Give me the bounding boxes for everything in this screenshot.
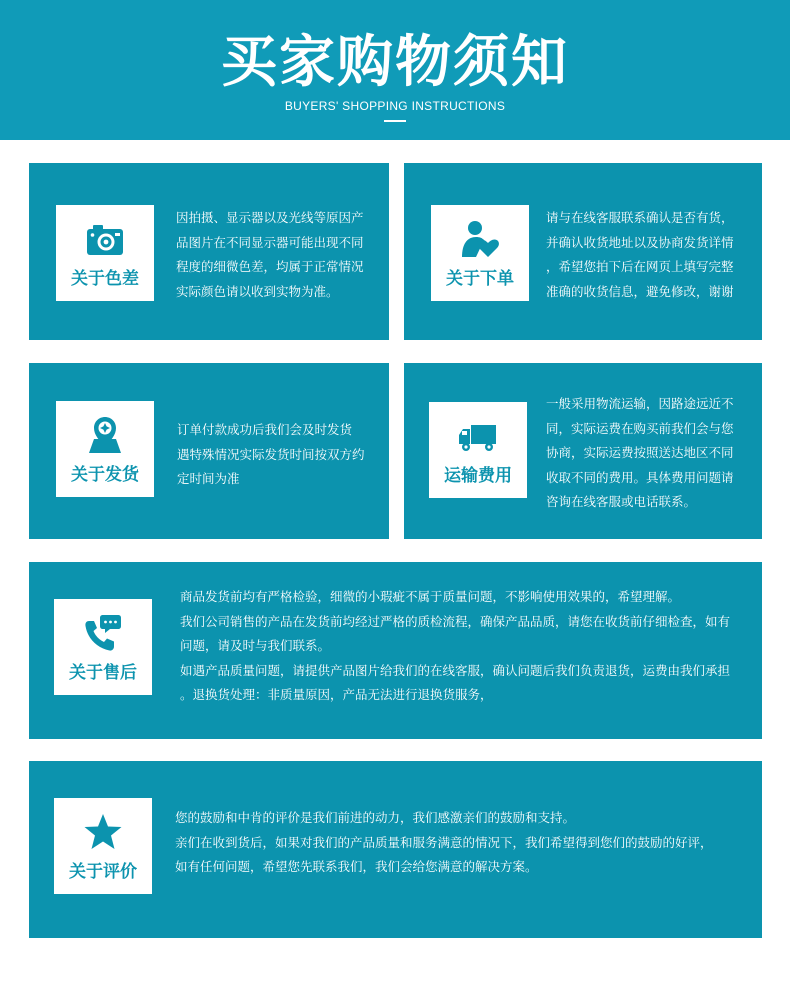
section-label-color: 关于色差 — [71, 269, 139, 289]
icon-box-aftersale — [54, 599, 152, 695]
star-icon — [83, 812, 123, 852]
text-line: 遇特殊情况实际发货时间按双方约 — [177, 446, 365, 462]
panel-shipping — [29, 363, 389, 539]
section-text-shipping — [177, 418, 382, 492]
text-line: 请与在线客服联系确认是否有货， — [546, 210, 734, 225]
text-line: 品图片在不同显示器可能出现不同 — [176, 234, 364, 250]
icon-box-color — [56, 205, 154, 301]
camera-icon — [85, 219, 125, 259]
truck-icon — [458, 416, 498, 456]
section-label-freight: 运输费用 — [444, 466, 512, 486]
panel-ordering — [404, 163, 762, 340]
text-line: 亲们在收到货后，如果对我们的产品质量和服务满意的情况下，我们希望得到您们的鼓励的好评， — [175, 834, 713, 850]
icon-box-review — [54, 798, 152, 894]
text-line: 如有任何问题，希望您先联系我们，我们会给您满意的解决方案。 — [175, 859, 538, 874]
text-line: ，希望您拍下后在网页上填写完整 — [546, 259, 734, 274]
section-label-order: 关于下单 — [446, 269, 514, 289]
page-subtitle: BUYERS' SHOPPING INSTRUCTIONS — [284, 99, 506, 113]
section-label-aftersale: 关于售后 — [69, 663, 137, 683]
panel-freight — [404, 363, 762, 539]
icon-box-order — [431, 205, 529, 301]
text-line: 我们公司销售的产品在发货前均经过严格的质检流程，确保产品品质，请您在收货前仔细检查，如有 — [180, 613, 731, 629]
section-text-order — [546, 206, 758, 304]
text-line: 订单付款成功后我们会及时发货 — [177, 422, 353, 437]
title-divider — [384, 120, 406, 122]
panel-reviews — [29, 761, 762, 938]
text-line: 一般采用物流运输，因路途远近不 — [546, 396, 734, 411]
user-heart-icon — [460, 219, 500, 259]
location-pin-icon — [85, 415, 125, 455]
text-line: 。退换货处理：非质量原因，产品无法进行退换货服务， — [180, 687, 493, 702]
text-line: 商品发货前均有严格检验，细微的小瑕疵不属于质量问题，不影响使用效果的，希望理解。 — [180, 589, 681, 604]
text-line: 同，实际运费在购买前我们会与您 — [546, 420, 734, 436]
text-line: 协商，实际运费按照送达地区不同 — [546, 445, 734, 460]
page-title: 买家购物须知 — [221, 29, 569, 95]
text-line: 准确的收货信息，避免修改，谢谢 — [546, 283, 734, 299]
panel-color-difference — [29, 163, 389, 340]
text-line: 如遇产品质量问题，请提供产品图片给我们的在线客服，确认问题后我们负责退货，运费由我们承担 — [180, 662, 731, 678]
header-banner — [0, 0, 790, 140]
icon-box-freight — [429, 402, 527, 498]
section-text-aftersale — [180, 585, 758, 708]
text-line: 定时间为准 — [177, 471, 240, 486]
text-line: 您的鼓励和中肯的评价是我们前进的动力，我们感激亲们的鼓励和支持。 — [175, 810, 576, 825]
text-line: 收取不同的费用。具体费用问题请 — [546, 469, 734, 485]
panel-after-sales — [29, 562, 762, 739]
text-line: 实际颜色请以收到实物为准。 — [176, 283, 339, 299]
section-text-color — [176, 206, 381, 304]
text-line: 程度的细微色差，均属于正常情况 — [176, 259, 364, 274]
section-text-freight — [546, 392, 758, 515]
text-line: 因拍摄、显示器以及光线等原因产 — [176, 210, 364, 225]
section-text-review — [175, 806, 758, 880]
text-line: 咨询在线客服或电话联系。 — [546, 494, 697, 509]
text-line: 并确认收货地址以及协商发货详情 — [546, 234, 734, 250]
section-label-shipping: 关于发货 — [71, 465, 139, 485]
phone-chat-icon — [83, 613, 123, 653]
section-label-review: 关于评价 — [69, 862, 137, 882]
text-line: 问题，请及时与我们联系。 — [180, 638, 331, 653]
icon-box-shipping — [56, 401, 154, 497]
